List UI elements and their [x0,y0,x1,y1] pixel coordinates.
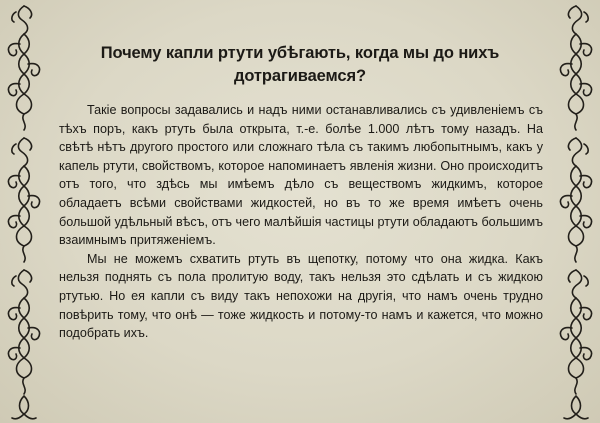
page-title: Почему капли ртути убѣгають, когда мы до нихъ дотрагиваемся? [100,44,500,85]
right-ornament-border [554,0,598,423]
baroque-vine-ornament-icon [554,0,598,423]
baroque-vine-ornament-icon [2,0,46,423]
article-body [59,101,543,343]
paragraph-1: Такіе вопросы задавались и надъ ними останавливались съ удивленіемъ съ тѣхъ поръ, какъ ртуть была открыта, т.-е. болѣе 1.000 лѣтъ тому назадъ. На свѣтѣ нѣтъ другого простого или сложнаго тѣла съ такимъ любопытнымъ, какъ у капель ртути, свойствомъ, которое напоминаетъ явленія жизни. Оно происходитъ отъ того, что здѣсь мы имѣемъ дѣло съ веществомъ жидкимъ, которое обладаетъ всѣми свойствами жидкостей, но въ то же время имѣетъ очень большой удѣльный вѣсъ, отъ чего малѣйшія частицы ртути обладаютъ большимъ взаимнымъ притяженіемъ. [59,103,543,248]
left-ornament-border [2,0,46,423]
paragraph-2: Мы не можемъ схватить ртуть въ щепотку, потому что она жидка. Какъ нельзя поднять съ пола пролитую воду, такъ нельзя это сдѣлать и съ жидкою ртутью. Но ея капли съ виду такъ непохожи на другія, что намъ очень трудно повѣрить тому, что онѣ — тоже жидкость и потому-то намъ и кажется, что можно подобрать ихъ. [59,251,543,341]
